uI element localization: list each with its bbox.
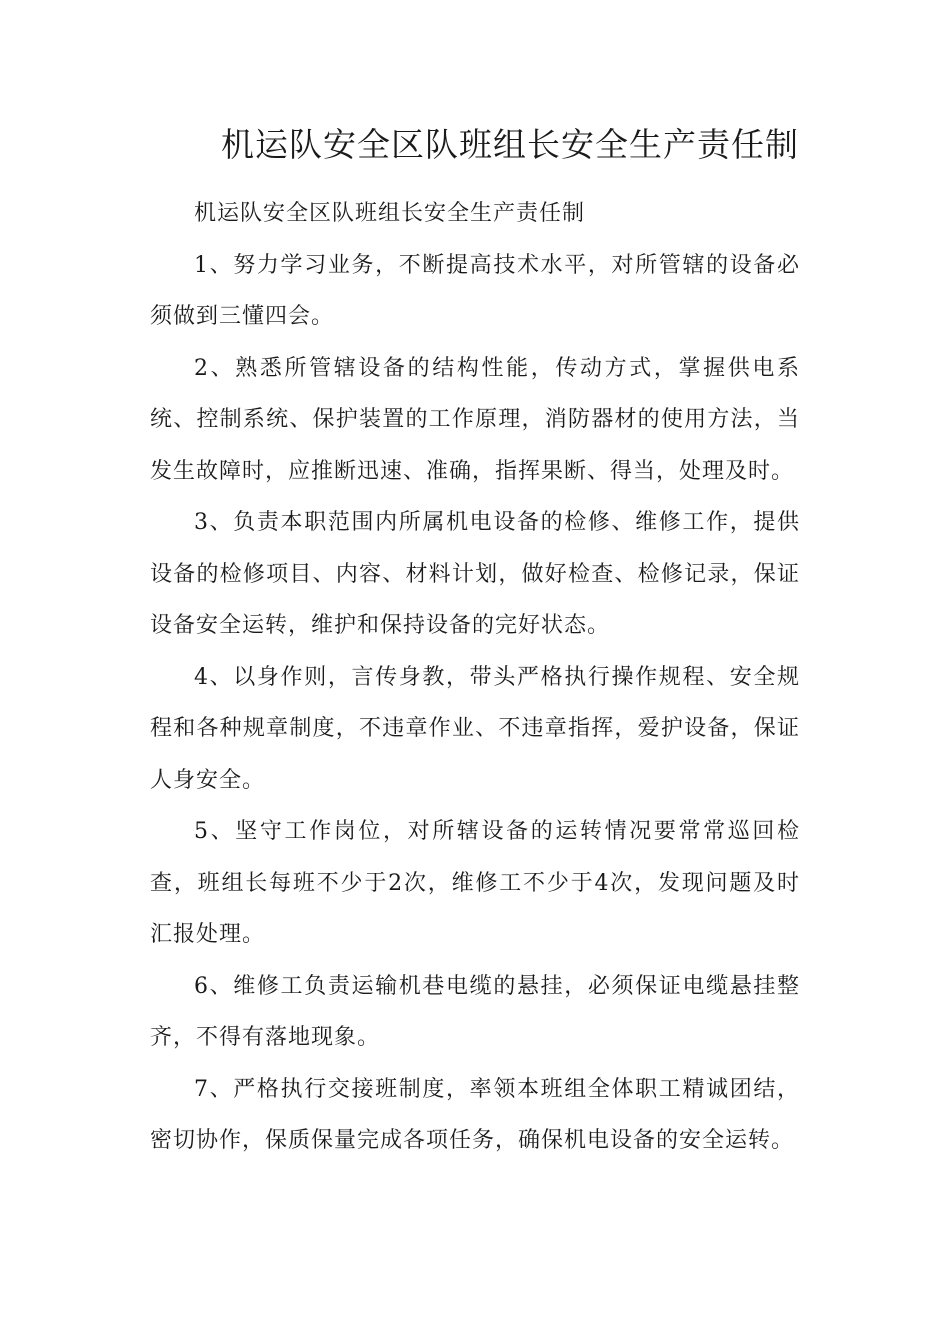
subtitle-paragraph: 机运队安全区队班组长安全生产责任制 bbox=[194, 201, 586, 226]
clause-paragraph: 3、负责本职范围内所属机电设备的检修、维修工作，提供设备的检修项目、内容、材料计划，做好检查、检修记录，保证设备安全运转，维护和保持设备的完好状态。 bbox=[150, 510, 800, 638]
clause-paragraph: 7、严格执行交接班制度，率领本班组全体职工精诚团结，密切协作，保质保量完成各项任务，确保机电设备的安全运转。 bbox=[150, 1076, 800, 1153]
clause-paragraph: 6、维修工负责运输机巷电缆的悬挂，必须保证电缆悬挂整齐，不得有落地现象。 bbox=[150, 973, 800, 1050]
clause-paragraph: 1、努力学习业务，不断提高技术水平，对所管辖的设备必须做到三懂四会。 bbox=[150, 252, 800, 329]
clause-paragraph: 4、以身作则，言传身教，带头严格执行操作规程、安全规程和各种规章制度，不违章作业、不违章指挥，爱护设备，保证人身安全。 bbox=[150, 664, 800, 793]
clause-paragraph: 2、熟悉所管辖设备的结构性能，传动方式，掌握供电系统、控制系统、保护装置的工作原理，消防器材的使用方法，当发生故障时，应推断迅速、准确，指挥果断、得当，处理及时。 bbox=[150, 355, 800, 484]
clause-paragraph: 5、坚守工作岗位，对所辖设备的运转情况要常常巡回检查，班组长每班不少于2次，维修工不少于4次，发现问题及时汇报处理。 bbox=[150, 819, 800, 947]
document-title: 机运队安全区队班组长安全生产责任制 bbox=[221, 125, 799, 164]
document-body bbox=[150, 188, 800, 1167]
